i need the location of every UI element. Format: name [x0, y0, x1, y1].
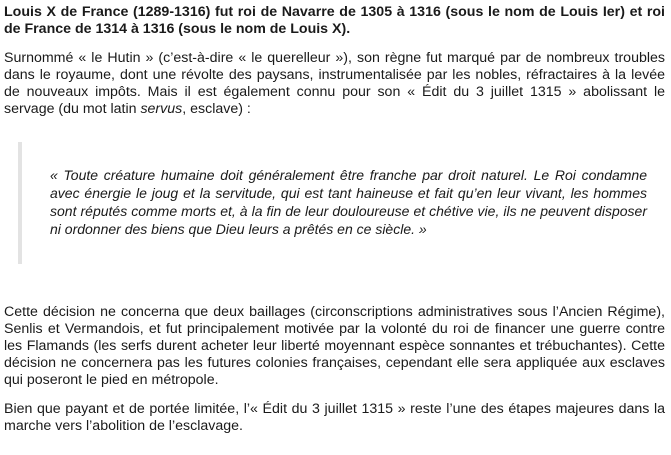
intro-text-end: , esclave) :	[182, 101, 251, 117]
edict-quote: « Toute créature humaine doit généralement être franche par droit naturel. Le Roi condamne avec énergie le joug et la servitude, qui est tant haineuse et fait qu’en leur vivant, les hommes sont réputés comme morts et, à la fin de leur douloureuse et chétive vie, ils ne peuvent disposer ni ordonner des biens que Dieu leurs a prêtés en ce siècle. »	[18, 142, 665, 264]
intro-paragraph	[4, 50, 665, 118]
latin-term: servus	[140, 101, 183, 117]
intro-text-start: Surnommé « le Hutin » (c’est-à-dire « le querelleur »), son règne fut marqué par de nombreux troubles dans le royaume, dont une révolte des paysans, instrumentalisée par les nobles, réfractaires à la levée de nouveaux impôts. Mais il est également connu pour son « Édit du 3 juillet 1315 » abolissant le servage (du mot latin	[4, 50, 665, 117]
decision-paragraph: Cette décision ne concerna que deux baillages (circonscriptions administratives sous l’Ancien Régime), Senlis et Vermandois, et fut principalement motivée par la volonté du roi de financer une guerre contre les Flamands (les serfs durent acheter leur liberté moyennant espèce sonnantes et trébuchantes). Cette décision ne concernera pas les futures colonies françaises, cependant elle sera appliquée aux esclaves qui poseront le pied en métropole.	[4, 304, 665, 388]
conclusion-paragraph: Bien que payant et de portée limitée, l’« Édit du 3 juillet 1315 » reste l’une des étapes majeures dans la marche vers l’abolition de l’esclavage.	[4, 401, 665, 434]
article-heading: Louis X de France (1289-1316) fut roi de Navarre de 1305 à 1316 (sous le nom de Louis Ier) et roi de France de 1314 à 1316 (sous le nom de Louis X).	[4, 4, 665, 37]
